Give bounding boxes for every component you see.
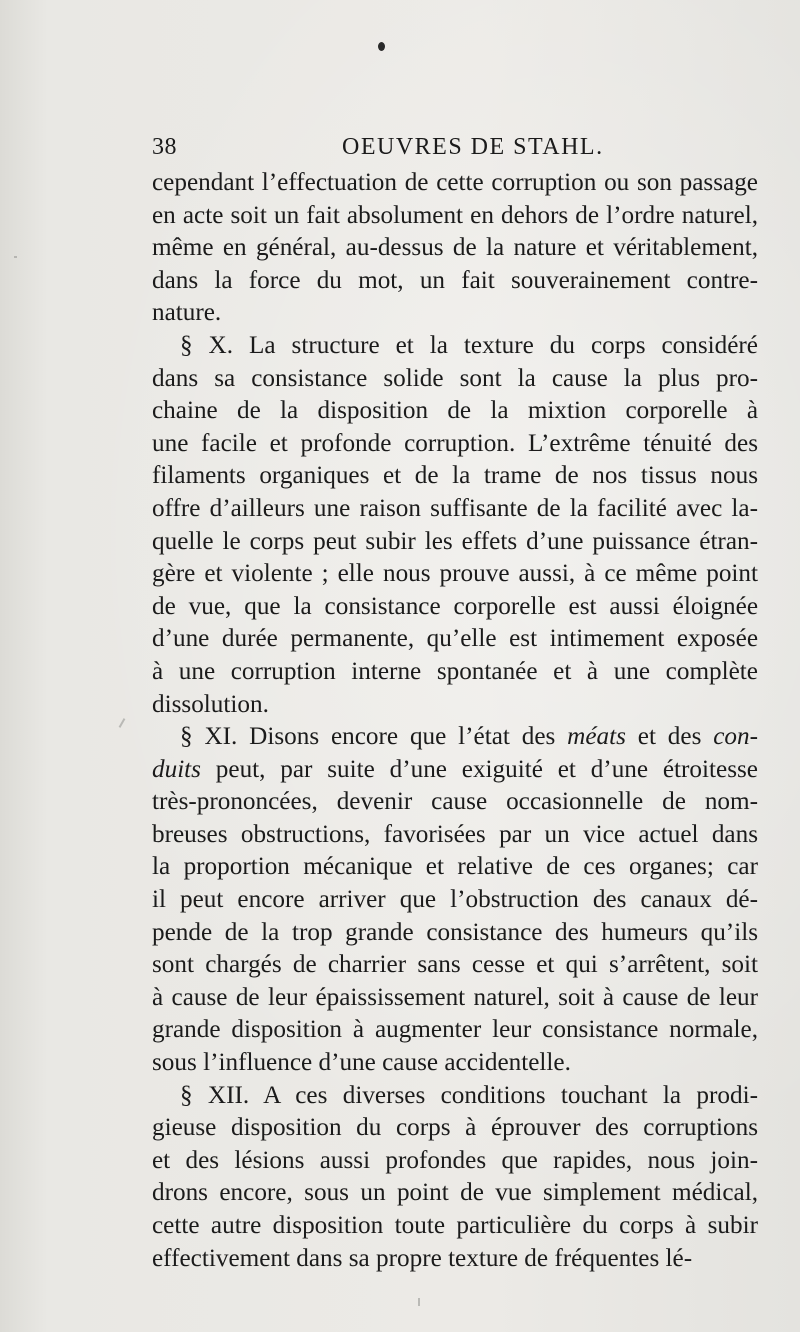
text-fragment: et des bbox=[625, 723, 714, 751]
text-line bbox=[152, 558, 758, 591]
text-fragment: et des lésions aussi profondes que rapides, nous join- bbox=[152, 1146, 758, 1174]
text-line bbox=[152, 395, 758, 428]
page-number: 38 bbox=[152, 134, 177, 160]
text-line bbox=[152, 200, 758, 233]
text-fragment: à cause de leur épaississement naturel, soit à cause de leur bbox=[152, 983, 758, 1011]
text-line bbox=[152, 363, 758, 396]
text-fragment: cependant l’effectuation de cette corruption ou son passage bbox=[152, 169, 758, 196]
text-line bbox=[152, 232, 758, 265]
text-fragment: une facile et profonde corruption. L’extrême ténuité des bbox=[152, 429, 758, 457]
text-line bbox=[152, 297, 758, 330]
text-line bbox=[152, 623, 758, 656]
text-fragment: nature. bbox=[152, 299, 222, 327]
text-line bbox=[152, 1210, 758, 1243]
italic-text: méats bbox=[567, 723, 626, 751]
body-text bbox=[152, 167, 758, 1275]
text-line bbox=[152, 1177, 758, 1210]
text-line bbox=[152, 167, 758, 200]
text-line bbox=[152, 917, 758, 950]
paper-speck bbox=[418, 1298, 420, 1306]
text-fragment: § XI. Disons encore que l’état des bbox=[180, 723, 568, 751]
text-line bbox=[152, 949, 758, 982]
text-fragment: filaments organiques et de la trame de nos tissus nous bbox=[152, 462, 758, 490]
text-fragment: dans la force du mot, un fait souverainement contre- bbox=[152, 266, 758, 294]
text-fragment: dans sa consistance solide sont la cause la plus pro- bbox=[152, 364, 758, 392]
text-line bbox=[152, 428, 758, 461]
text-line bbox=[152, 656, 758, 689]
text-fragment: § XII. A ces diverses conditions touchant la prodi- bbox=[180, 1081, 758, 1109]
text-line bbox=[152, 982, 758, 1015]
text-line bbox=[152, 851, 758, 884]
text-line bbox=[152, 786, 758, 819]
text-fragment: très-prononcées, devenir cause occasionnelle de nom- bbox=[152, 788, 758, 816]
text-line bbox=[152, 493, 758, 526]
text-line bbox=[152, 591, 758, 624]
text-line bbox=[152, 1243, 758, 1276]
text-line bbox=[152, 754, 758, 787]
text-fragment: en acte soit un fait absolument en dehors de l’ordre naturel, bbox=[152, 201, 758, 229]
text-fragment: gieuse disposition du corps à éprouver des corruptions bbox=[152, 1114, 758, 1142]
text-line bbox=[152, 1047, 758, 1080]
text-line bbox=[152, 460, 758, 493]
text-line bbox=[152, 1080, 758, 1113]
ink-spot bbox=[378, 42, 385, 51]
text-line bbox=[152, 265, 758, 298]
page-header bbox=[152, 130, 752, 164]
text-fragment: gère et violente ; elle nous prouve aussi, à ce même point bbox=[152, 560, 758, 588]
text-fragment: drons encore, sous un point de vue simplement médical, bbox=[152, 1179, 758, 1207]
running-title: OEUVRES DE STAHL. bbox=[342, 134, 604, 160]
text-line bbox=[152, 689, 758, 722]
text-fragment: chaine de la disposition de la mixtion corporelle à bbox=[152, 397, 758, 425]
text-fragment: cette autre disposition toute particulière du corps à subir bbox=[152, 1212, 758, 1239]
text-fragment: quelle le corps peut subir les effets d’une puissance étran- bbox=[152, 527, 758, 555]
text-fragment: à une corruption interne spontanée et à une complète bbox=[152, 657, 758, 685]
text-fragment: sous l’influence d’une cause accidentelle. bbox=[152, 1049, 571, 1077]
text-fragment: même en général, au-dessus de la nature et véritablement, bbox=[152, 234, 758, 262]
text-fragment: sont chargés de charrier sans cesse et qui s’arrêtent, soit bbox=[152, 951, 758, 979]
paper-speck bbox=[14, 256, 17, 258]
text-line bbox=[152, 721, 758, 754]
text-fragment: offre d’ailleurs une raison suffisante de la facilité avec la- bbox=[152, 494, 758, 522]
text-line bbox=[152, 884, 758, 917]
text-line bbox=[152, 526, 758, 559]
text-fragment: la proportion mécanique et relative de ces organes; car bbox=[152, 853, 758, 881]
text-line bbox=[152, 1145, 758, 1178]
text-fragment: grande disposition à augmenter leur consistance normale, bbox=[152, 1016, 758, 1044]
text-fragment: § X. La structure et la texture du corps considéré bbox=[180, 331, 758, 359]
text-fragment: peut, par suite d’une exiguité et d’une étroitesse bbox=[201, 755, 758, 783]
text-fragment: de vue, que la consistance corporelle est aussi éloignée bbox=[152, 592, 758, 620]
text-line bbox=[152, 1112, 758, 1145]
text-fragment: d’une durée permanente, qu’elle est intimement exposée bbox=[152, 625, 758, 653]
italic-text: duits bbox=[152, 755, 201, 783]
text-fragment: il peut encore arriver que l’obstruction des canaux dé- bbox=[152, 886, 758, 914]
text-fragment: pende de la trop grande consistance des humeurs qu’ils bbox=[152, 918, 758, 946]
text-line bbox=[152, 1014, 758, 1047]
text-line bbox=[152, 330, 758, 363]
text-line bbox=[152, 819, 758, 852]
italic-text: con- bbox=[713, 723, 758, 751]
text-fragment: dissolution. bbox=[152, 690, 269, 718]
paper-speck bbox=[119, 718, 126, 728]
text-fragment: effectivement dans sa propre texture de fréquentes lé- bbox=[152, 1244, 693, 1272]
text-fragment: breuses obstructions, favorisées par un vice actuel dans bbox=[152, 820, 758, 848]
